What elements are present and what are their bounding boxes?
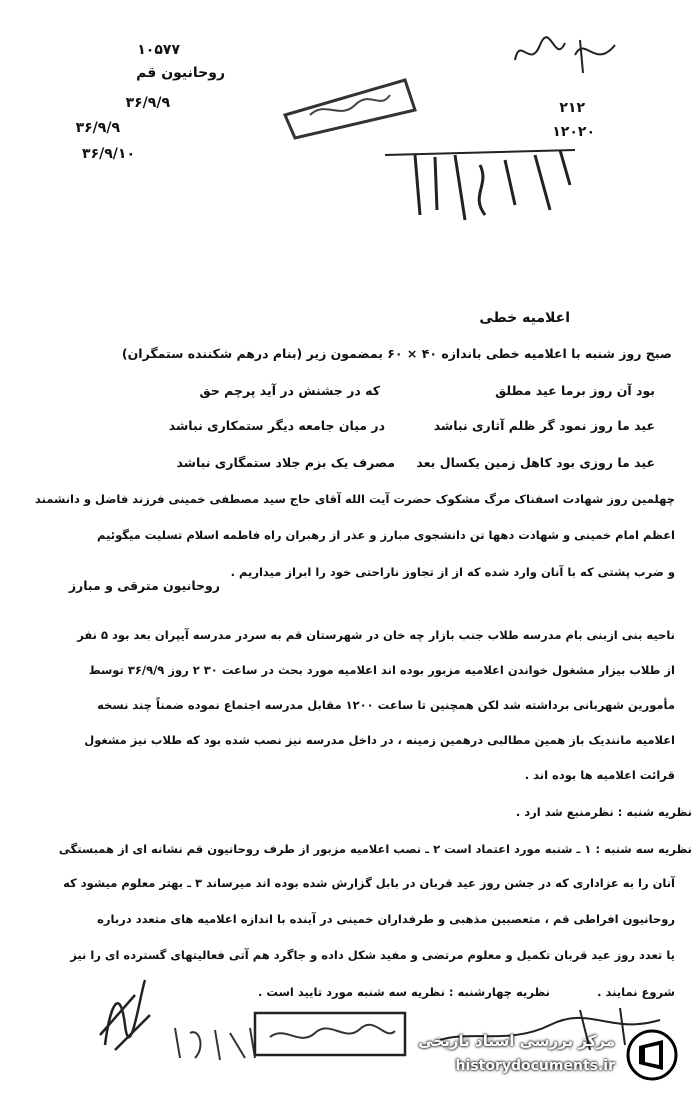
- handwritten-annotation: [375, 135, 585, 235]
- paragraph-2-line-4: اعلامیه مانندیک باز همین مطالبی درهمین زمینه ، در داخل مدرسه نیز نصب شده بود که طلاب نیز مشغول: [84, 733, 675, 747]
- watermark-logo-icon: [625, 1028, 679, 1082]
- signature-scribble-left: [90, 975, 160, 1055]
- verse-2-left: در میان جامعه دیگر ستمکاری نباشد: [168, 418, 385, 433]
- verse-1-right: بود آن روز برما عید مطلق: [495, 383, 655, 398]
- doc-source: روحانیون قم: [136, 65, 225, 81]
- opinion-tuesday-line-5: شروع نمایند .: [597, 985, 675, 999]
- document-title: اعلامیه خطی: [479, 310, 570, 326]
- doc-date-3: ۳۶/۹/۱۰: [82, 146, 135, 162]
- paragraph-2-line-5: قرائت اعلامیه ها بوده اند .: [524, 768, 675, 782]
- opinion-tuesday-line-1: نظریه سه شنبه : ۱ ـ شنبه مورد اعتماد است ۲ ـ نصب اعلامیه مزبور از طرف روحانیون قم نشانه ای از همبستگی: [58, 842, 692, 856]
- stamp-box-bottom: [250, 1005, 410, 1065]
- paragraph-1-line-2: اعظم امام خمینی و شهادت دهها تن دانشجوی مبارز و عذر از رهبران راه فاطمه اسلام تسلیت میگوئیم: [97, 528, 675, 542]
- opinion-saturday: نظریه شنبه : نظرمنبع شد ارد .: [515, 805, 692, 819]
- watermark-persian-text: مرکز بررسی اسناد تاریخی: [418, 1032, 615, 1050]
- handwritten-note-top-right: [505, 25, 635, 85]
- paragraph-2-line-1: ناحیه بنی ازبنی بام مدرسه طلاب جنب بازار چه خان در شهرستان قم به سردر مدرسه آیپران بعد بود ۵ نفر: [77, 628, 675, 642]
- paragraph-1-line-1: چهلمین روز شهادت اسفناک مرگ مشکوک حضرت آیت الله آقای حاج سید مصطفی خمینی فرزند فاضل و دانشمند: [34, 492, 675, 506]
- paragraph-2-line-2: از طلاب بیزار مشغول خواندن اعلامیه مزبور بوده اند اعلامیه مورد بحث در ساعت ۳۰ ۲ روز ۳۶/۹/۹ توسط: [88, 663, 675, 677]
- watermark-url: historydocuments.ir: [455, 1058, 615, 1074]
- stamp-box: [280, 70, 420, 140]
- verse-3-left: مصرف یک بزم جلاد ستمگاری نباشد: [176, 455, 395, 470]
- reference-number-2: ۱۲۰۲۰: [552, 124, 595, 140]
- watermark: [418, 1024, 685, 1086]
- reference-number-1: ۲۱۲: [559, 100, 585, 116]
- paragraph-1-line-3: و ضرب پشتی که با آنان وارد شده که از از تجاوز ناراحتی خود را ابراز میداریم .: [230, 565, 675, 579]
- opinion-tuesday-line-4: یا تعدد روز عید قربان تکمیل و معلوم مرتضی و مفید شکل داده و جاگرد هم آتی فعالیتهای گسترده ای را نیز: [70, 948, 675, 962]
- intro-line: صبح روز شنبه با اعلامیه خطی باندازه ۴۰ × ۶۰ بمضمون زیر (بنام درهم شکننده ستمگران): [121, 346, 672, 361]
- doc-date-2: ۳۶/۹/۹: [75, 120, 120, 136]
- doc-date-1: ۳۶/۹/۹: [125, 95, 170, 111]
- paragraph-2-line-3: مأمورین شهربانی برداشته شد لکن همچنین تا ساعت ۱۲۰۰ مقابل مدرسه اجتماع نموده ضمناً چند نسخه: [97, 698, 675, 712]
- signature-line: روحانیون مترقی و مبارز: [68, 578, 220, 593]
- verse-2-right: عید ما روز نمود گر ظلم آثاری نباشد: [433, 418, 655, 433]
- opinion-wednesday: نظریه چهارشنبه : نظریه سه شنبه مورد تایید است .: [258, 985, 550, 999]
- opinion-tuesday-line-3: روحانیون افراطی قم ، متعصبین مذهبی و طرفداران خمینی در آینده با اندازه اعلامیه های متعدد درباره: [97, 912, 675, 926]
- opinion-tuesday-line-2: آنان را به عزاداری که در جشن روز عید قربان در بابل گزارش شده بوده اند میرساند ۳ ـ بهتر معلوم میشود که: [63, 876, 675, 890]
- verse-3-right: عید ما روزی بود کاهل زمین یکسال بعد: [416, 455, 655, 470]
- doc-number: ۱۰۵۷۷: [137, 42, 180, 58]
- verse-1-left: که در جشنش در آید پرچم حق: [199, 383, 380, 398]
